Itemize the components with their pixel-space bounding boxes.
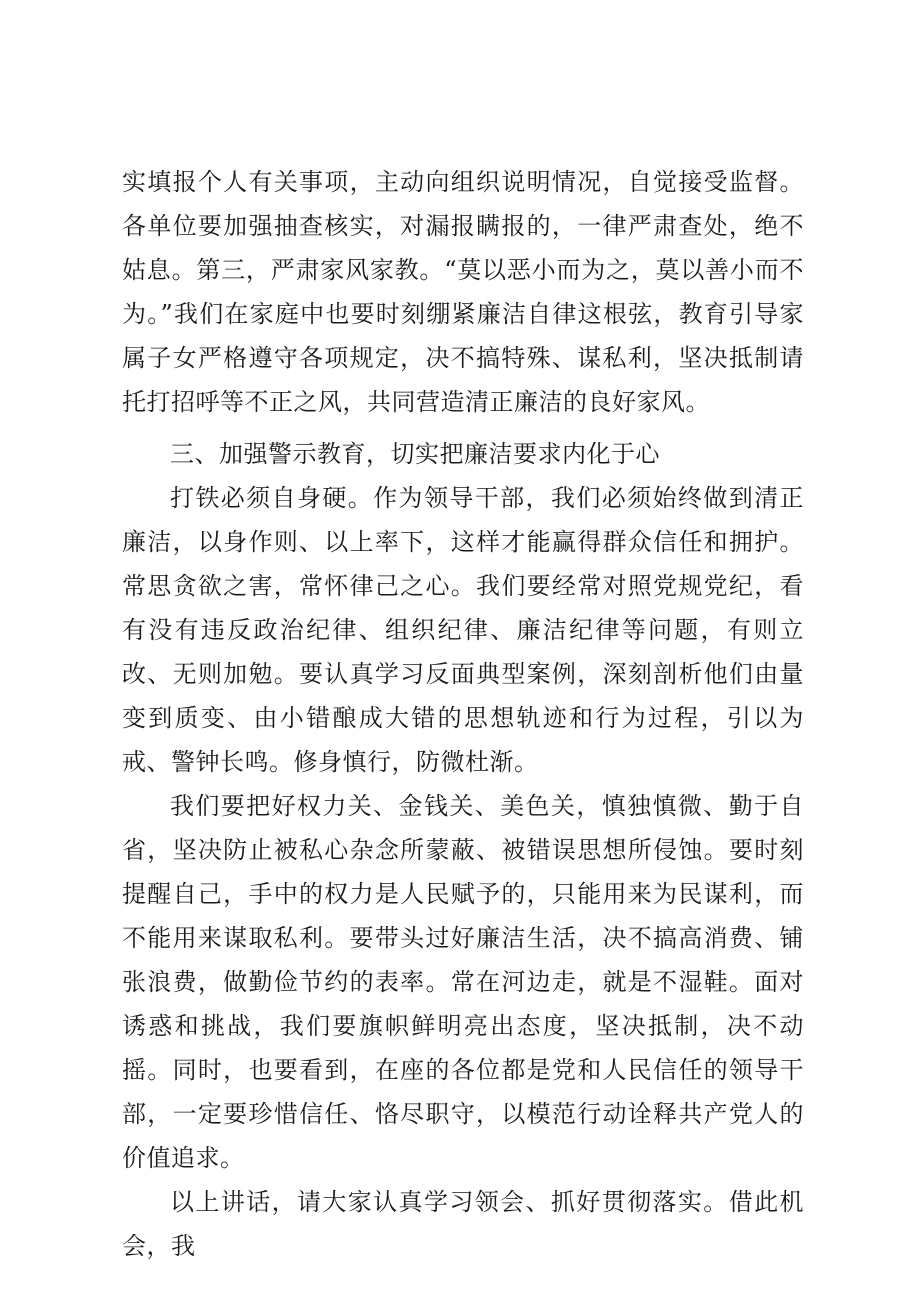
- paragraph-1: 实填报个人有关事项，主动向组织说明情况，自觉接受监督。各单位要加强抽查核实，对漏报瞒报的，一律严肃查处，绝不姑息。第三，严肃家风家教。“莫以恶小而为之，莫以善小而不为。”我们在家庭中也要时刻绷紧廉洁自律这根弦，教育引导家属子女严格遵守各项规定，决不搞特殊、谋私利，坚决抵制请托打招呼等不正之风，共同营造清正廉洁的良好家风。: [122, 168, 804, 416]
- paragraph-2: 打铁必须自身硬。作为领导干部，我们必须始终做到清正廉洁，以身作则、以上率下，这样才能赢得群众信任和拥护。常思贪欲之害，常怀律己之心。我们要经常对照党规党纪，看有没有违反政治纪律、组织纪律、廉洁纪律等问题，有则立改、无则加勉。要认真学习反面典型案例，深刻剖析他们由量变到质变、由小错酿成大错的思想轨迹和行为过程，引以为戒、警钟长鸣。修身慎行，防微杜渐。: [122, 484, 804, 776]
- paragraph-4: 以上讲话，请大家认真学习领会、抓好贯彻落实。借此机会，我: [122, 1188, 804, 1260]
- document-body: [122, 160, 804, 1268]
- paragraph-3: 我们要把好权力关、金钱关、美色关，慎独慎微、勤于自省，坚决防止被私心杂念所蒙蔽、被错误思想所侵蚀。要时刻提醒自己，手中的权力是人民赋予的，只能用来为民谋利，而不能用来谋取私利。要带头过好廉洁生活，决不搞高消费、铺张浪费，做勤俭节约的表率。常在河边走，就是不湿鞋。面对诱惑和挑战，我们要旗帜鲜明亮出态度，坚决抵制，决不动摇。同时，也要看到，在座的各位都是党和人民信任的领导干部，一定要珍惜信任、恪尽职守，以模范行动诠释共产党人的价值追求。: [122, 792, 804, 1172]
- section-heading-3: 三、加强警示教育，切实把廉洁要求内化于心: [170, 440, 660, 468]
